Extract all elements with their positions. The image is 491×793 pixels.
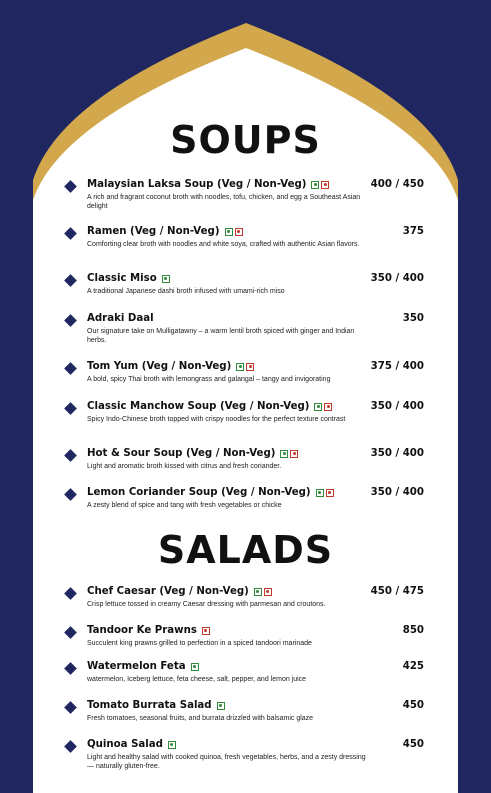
item-price: 375: [402, 226, 424, 237]
nonveg-indicator-icon: [202, 627, 210, 635]
nonveg-indicator-icon: [326, 489, 334, 497]
soups-heading: SOUPS: [170, 118, 321, 162]
veg-indicator-icon: [254, 588, 262, 596]
veg-indicator-icon: [314, 403, 322, 411]
item-price: 350 / 400: [370, 273, 424, 284]
item-name-text: Ramen (Veg / Non-Veg): [87, 226, 220, 237]
nonveg-indicator-icon: [264, 588, 272, 596]
item-name-text: Hot & Sour Soup (Veg / Non-Veg): [87, 448, 276, 459]
item-name-text: Lemon Coriander Soup (Veg / Non-Veg): [87, 487, 311, 498]
veg-indicator-icon: [217, 702, 225, 710]
item-price: 350 / 400: [370, 448, 424, 459]
item-name: [87, 586, 272, 597]
item-name-text: Classic Miso: [87, 273, 157, 284]
diet-badges: [278, 450, 298, 458]
veg-indicator-icon: [168, 741, 176, 749]
veg-indicator-icon: [316, 489, 324, 497]
veg-indicator-icon: [191, 663, 199, 671]
item-price: 450: [402, 739, 424, 750]
item-name: [87, 700, 225, 711]
item-name: [87, 401, 332, 412]
item-name: [87, 625, 210, 636]
item-name: [87, 313, 154, 324]
item-price: 350: [402, 313, 424, 324]
item-price: 375 / 400: [370, 361, 424, 372]
item-price: 850: [402, 625, 424, 636]
diet-badges: [166, 741, 176, 749]
item-description: Spicy Indo-Chinese broth topped with crispy noodles for the perfect texture contrast: [87, 416, 346, 423]
item-name-text: Tomato Burrata Salad: [87, 700, 212, 711]
diet-badges: [234, 363, 254, 371]
item-name-text: Chef Caesar (Veg / Non-Veg): [87, 586, 249, 597]
item-description: A traditional Japanese dashi broth infused with umami-rich miso: [87, 288, 285, 295]
diet-badges: [200, 627, 210, 635]
item-price: 450 / 475: [370, 586, 424, 597]
veg-indicator-icon: [280, 450, 288, 458]
diet-badges: [312, 403, 332, 411]
item-name-text: Tom Yum (Veg / Non-Veg): [87, 361, 232, 372]
diet-badges: [252, 588, 272, 596]
item-name: [87, 361, 254, 372]
diet-badges: [215, 702, 225, 710]
item-name: [87, 487, 334, 498]
veg-indicator-icon: [236, 363, 244, 371]
item-description: Fresh tomatoes, seasonal fruits, and burrata drizzled with balsamic glaze: [87, 715, 314, 722]
item-name: [87, 226, 243, 237]
salads-heading: SALADS: [157, 528, 334, 572]
item-description: A rich and fragrant coconut broth with noodles, tofu, chicken, and egg a Southeast Asian delight: [87, 194, 361, 210]
item-description: A bold, spicy Thai broth with lemongrass and galangal – tangy and invigorating: [87, 376, 331, 383]
item-description: Comforting clear broth with noodles and white soya, crafted with authentic Asian flavors.: [87, 241, 360, 248]
diet-badges: [309, 181, 329, 189]
item-description: watermelon, Iceberg lettuce, feta cheese, salt, pepper, and lemon juice: [87, 676, 307, 683]
diet-badges: [189, 663, 199, 671]
item-name: [87, 661, 199, 672]
diet-badges: [160, 275, 170, 283]
item-price: 350 / 400: [370, 487, 424, 498]
item-description: Light and aromatic broth kissed with citrus and fresh coriander.: [87, 463, 282, 470]
item-name: [87, 739, 176, 750]
item-description: Light and healthy salad with cooked quinoa, fresh vegetables, herbs, and a zesty dressing — naturally gluten-free.: [87, 754, 366, 770]
item-name-text: Classic Manchow Soup (Veg / Non-Veg): [87, 401, 310, 412]
item-price: 425: [402, 661, 424, 672]
item-description: A zesty blend of spice and tang with fresh vegetables or chicke: [87, 502, 282, 509]
item-name: [87, 448, 298, 459]
nonveg-indicator-icon: [324, 403, 332, 411]
item-name: [87, 273, 170, 284]
diet-badges: [223, 228, 243, 236]
veg-indicator-icon: [311, 181, 319, 189]
item-name-text: Malaysian Laksa Soup (Veg / Non-Veg): [87, 179, 307, 190]
item-name-text: Tandoor Ke Prawns: [87, 625, 197, 636]
item-price: 350 / 400: [370, 401, 424, 412]
item-price: 450: [402, 700, 424, 711]
item-description: Succulent king prawns grilled to perfection in a spiced tandoori marinade: [87, 640, 312, 647]
nonveg-indicator-icon: [246, 363, 254, 371]
item-name-text: Adraki Daal: [87, 313, 154, 324]
item-name-text: Quinoa Salad: [87, 739, 163, 750]
item-name: [87, 179, 329, 190]
nonveg-indicator-icon: [290, 450, 298, 458]
item-name-text: Watermelon Feta: [87, 661, 186, 672]
veg-indicator-icon: [162, 275, 170, 283]
item-price: 400 / 450: [370, 179, 424, 190]
nonveg-indicator-icon: [235, 228, 243, 236]
item-description: Our signature take on Mulligatawny – a warm lentil broth spiced with ginger and Indian herbs.: [87, 328, 355, 344]
item-description: Crisp lettuce tossed in creamy Caesar dressing with parmesan and croutons.: [87, 601, 326, 608]
veg-indicator-icon: [225, 228, 233, 236]
diet-badges: [314, 489, 334, 497]
nonveg-indicator-icon: [321, 181, 329, 189]
